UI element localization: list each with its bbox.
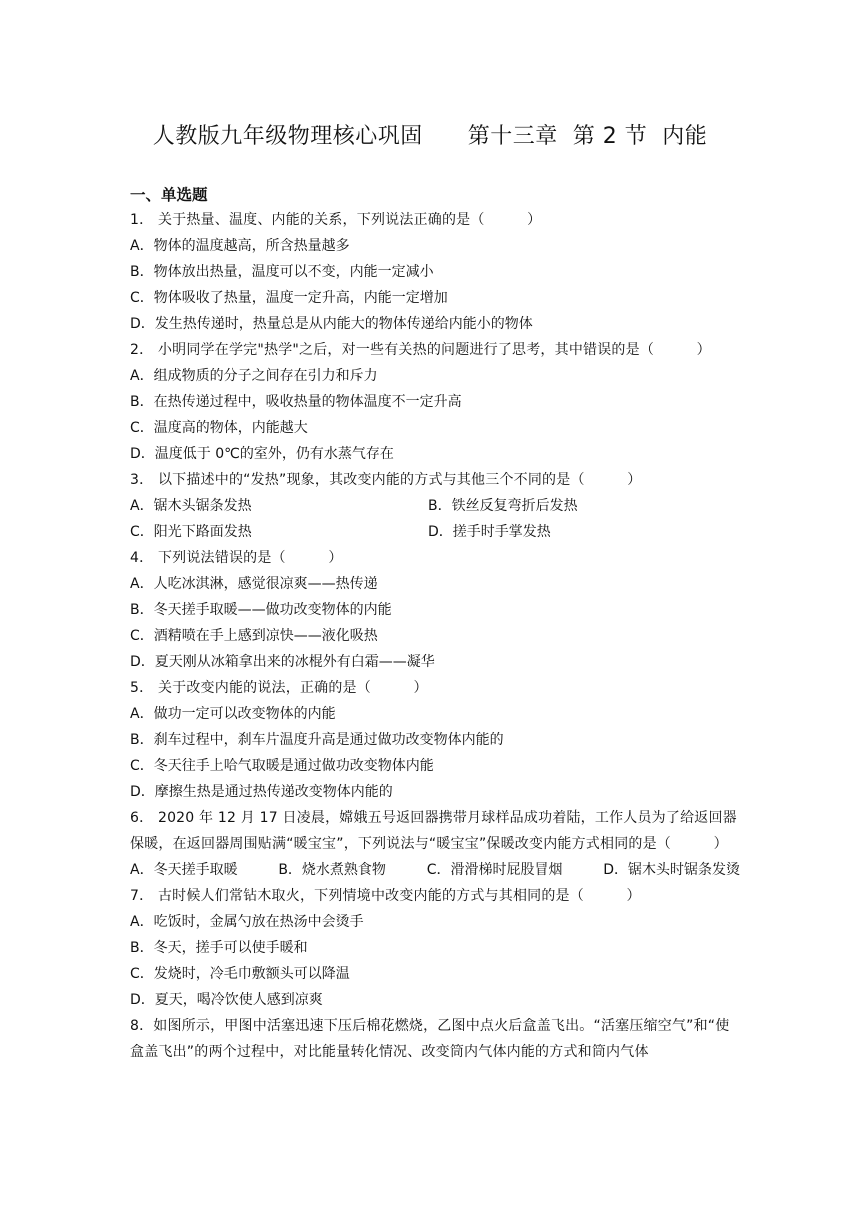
- option-c: C．发烧时，冷毛巾敷额头可以降温: [130, 966, 350, 982]
- question-7: [130, 883, 740, 1013]
- option-b: B．冬天搓手取暖——做功改变物体的内能: [130, 602, 392, 618]
- option-b: B．烧水煮熟食物: [278, 862, 386, 878]
- question-stem: 7． 古时候人们常钻木取火，下列情境中改变内能的方式与其相同的是（ ）: [130, 888, 641, 904]
- option-b: B．铁丝反复弯折后发热: [428, 498, 578, 514]
- option-b: B．在热传递过程中，吸收热量的物体温度不一定升高: [130, 394, 462, 410]
- option-d: D．摩擦生热是通过热传递改变物体内能的: [130, 784, 393, 800]
- question-5: [130, 675, 740, 805]
- question-stem: 1． 关于热量、温度、内能的关系，下列说法正确的是（ ）: [130, 212, 542, 228]
- option-a: A．物体的温度越高，所含热量越多: [130, 238, 350, 254]
- question-stem: 3． 以下描述中的“发热”现象，其改变内能的方式与其他三个不同的是（ ）: [130, 472, 642, 488]
- page-title: 人教版九年级物理核心巩固 第十三章 第 2 节 内能: [152, 124, 708, 149]
- question-8: [130, 1013, 740, 1065]
- question-1: [130, 207, 740, 337]
- option-c: C．物体吸收了热量，温度一定升高，内能一定增加: [130, 290, 448, 306]
- question-stem: 2． 小明同学在学完"热学"之后，对一些有关热的问题进行了思考，其中错误的是（ ）: [130, 342, 711, 358]
- question-stem: 8．如图所示，甲图中活塞迅速下压后棉花燃烧，乙图中点火后盒盖飞出。“活塞压缩空气”和“使盒盖飞出”的两个过程中，对比能量转化情况、改变筒内气体内能的方式和筒内气体: [130, 1018, 730, 1060]
- option-c: C．阳光下路面发热: [130, 524, 252, 540]
- option-a: A．做功一定可以改变物体的内能: [130, 706, 336, 722]
- option-row: [130, 857, 740, 883]
- option-c: C．滑滑梯时屁股冒烟: [426, 862, 563, 878]
- option-c: C．酒精喷在手上感到凉快——液化吸热: [130, 628, 378, 644]
- option-a: A．吃饭时，金属勺放在热汤中会烫手: [130, 914, 364, 930]
- question-6: [130, 805, 740, 883]
- option-d: D．发生热传递时，热量总是从内能大的物体传递给内能小的物体: [130, 316, 533, 332]
- section-heading: 一、单选题: [130, 186, 208, 204]
- option-a: A．人吃冰淇淋，感觉很凉爽——热传递: [130, 576, 378, 592]
- option-d: D．夏天刚从冰箱拿出来的冰棍外有白霜——凝华: [130, 654, 435, 670]
- option-a: A．冬天搓手取暖: [130, 862, 238, 878]
- option-grid: [130, 493, 740, 545]
- option-b: B．冬天，搓手可以使手暖和: [130, 940, 308, 956]
- option-a: A．组成物质的分子之间存在引力和斥力: [130, 368, 378, 384]
- question-4: [130, 545, 740, 675]
- question-list: [130, 183, 740, 1065]
- option-a: A．锯木头锯条发热: [130, 498, 252, 514]
- question-stem: 6． 2020 年 12 月 17 日凌晨，嫦娥五号返回器携带月球样品成功着陆，工作人员为了给返回器保暖，在返回器周围贴满“暖宝宝”，下列说法与“暖宝宝”保暖改变内能方式相同的是（ ）: [130, 810, 737, 852]
- question-stem: 5． 关于改变内能的说法，正确的是（ ）: [130, 680, 428, 696]
- option-c: C．温度高的物体，内能越大: [130, 420, 308, 436]
- option-b: B．刹车过程中，刹车片温度升高是通过做功改变物体内能的: [130, 732, 504, 748]
- question-stem: 4． 下列说法错误的是（ ）: [130, 550, 343, 566]
- question-3: [130, 467, 740, 545]
- option-d: D．夏天，喝冷饮使人感到凉爽: [130, 992, 323, 1008]
- option-d: D．搓手时手掌发热: [428, 524, 551, 540]
- question-2: [130, 337, 740, 467]
- option-d: D．锯木头时锯条发烫: [603, 862, 740, 878]
- option-b: B．物体放出热量，温度可以不变，内能一定减小: [130, 264, 434, 280]
- option-c: C．冬天往手上哈气取暖是通过做功改变物体内能: [130, 758, 434, 774]
- option-d: D．温度低于 0℃的室外，仍有水蒸气存在: [130, 446, 394, 462]
